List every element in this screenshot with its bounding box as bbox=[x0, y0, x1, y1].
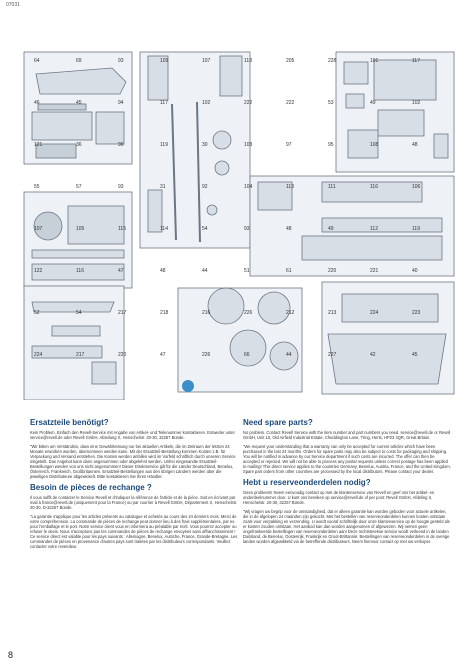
part-number-label: 66 bbox=[244, 352, 250, 358]
part-number-label: 93 bbox=[118, 58, 124, 64]
text-de-1: Kein Problem. Einfach den Revell-Service mit Angabe von Artikel- und Teilenummer kontaktieren. Entweder unter service@revell.de oder Revell GmbH, Abteilung X, Henschelstr. 20-30, 32257 Bünde. bbox=[30, 430, 235, 440]
part-number-label: 46 bbox=[34, 100, 40, 106]
part-number-label: 223 bbox=[412, 310, 421, 316]
part-number-label: 97 bbox=[286, 142, 292, 148]
part-number-label: 101 bbox=[370, 58, 379, 64]
part-number-label: 118 bbox=[244, 58, 252, 64]
part-number-label: 107 bbox=[34, 226, 43, 232]
sprue-parts-diagram bbox=[22, 50, 456, 400]
text-nl-1: Geen probleem! Neem eenvoudig contact op met de klantenservice van Revell en geef ons het artikel- en onderdeelnummer door. U kunt ons bereiken op service@revell.de of per post: Revell GmbH, Afdeling X, Henschelstr. 20-30, 32257 Bünde. bbox=[243, 490, 435, 505]
part-number-label: 121 bbox=[34, 142, 43, 148]
part-number-label: 47 bbox=[118, 268, 124, 274]
text-de-2: "Wir bitten um Verständnis, dass eine Gewährleistung nur bei aktuellen Artikeln, die im Zeitraum der letzten 24 Monate erworben wurden, übernommen werden kann. Mit der Ersatzteil-Bestellung kommen Kosten z.B. für Verpackung und Versand entstehen. Die Kosten werden anfallen wird im Vorfeld schriftlich durch unseren Service mitgeteilt. Das Angebot kann dann angenommen oder abgelehnt werden. Unfrei eingesandte Ersatzteil-Bestellungen werden von uns nicht angenommen! Dieser Direktservice gilt für die Länder Deutschland, Benelux, Österreich, Frankreich, Großbritannien. Ersatzteil-Bestellungen aus den übrigen Ländern werden über die jeweiligen Distributeure abgewickelt. Bitte kontaktieren Sie Ihren Händler. bbox=[30, 444, 236, 479]
part-number-label: 96 bbox=[118, 142, 124, 148]
part-number-label: 30 bbox=[202, 142, 208, 148]
part-number-label: 48 bbox=[160, 268, 166, 274]
part-number-label: 217 bbox=[118, 310, 127, 316]
document-code: 07031 bbox=[6, 2, 20, 8]
left-column bbox=[30, 418, 238, 553]
part-number-label: 95 bbox=[328, 142, 334, 148]
heading-fr: Besoin de pièces de rechange ? bbox=[30, 483, 152, 492]
part-number-label: 217 bbox=[76, 352, 85, 358]
part-number-label: 94 bbox=[118, 100, 124, 106]
part-number-label: 109 bbox=[160, 58, 169, 64]
part-number-label: 93 bbox=[118, 184, 124, 190]
part-number-label: 61 bbox=[286, 268, 292, 274]
part-number-label: 57 bbox=[76, 184, 82, 190]
part-number-label: 44 bbox=[202, 268, 208, 274]
text-en-1: No problem. Contact Revell Service with the item number and part numbers you need. service@revell.de or Revell GmbH, Unit 10, Old Airfield Industrial Estate, Cheddington Lane, Tring, Herts, HP23 4QR, Great Britain. bbox=[243, 430, 451, 440]
part-number-label: 31 bbox=[160, 184, 166, 190]
part-number-label: 49 bbox=[328, 226, 334, 232]
part-number-label: 117 bbox=[160, 100, 168, 106]
part-number-label: 54 bbox=[76, 310, 82, 316]
part-number-label: 228 bbox=[328, 58, 337, 64]
part-number-label: 111 bbox=[328, 184, 336, 190]
part-number-label: 69 bbox=[76, 58, 82, 64]
part-number-label: 52 bbox=[34, 310, 40, 316]
part-number-label: 122 bbox=[34, 268, 43, 274]
part-number-label: 116 bbox=[370, 184, 378, 190]
part-number-label: 114 bbox=[160, 226, 168, 232]
part-number-label: 44 bbox=[286, 352, 292, 358]
part-number-label: 221 bbox=[370, 268, 379, 274]
part-number-label: 45 bbox=[76, 100, 82, 106]
part-number-label: 51 bbox=[244, 268, 250, 274]
part-number-label: 119 bbox=[412, 226, 420, 232]
part-number-label: 222 bbox=[286, 100, 295, 106]
text-nl-2: "Wij vragen uw begrip voor de omstandigheid, dat er alleen garantie kan worden geboden voor actuele artikelen, die in de afgelopen 24 maanden zijn gekocht. Met het bestellen van reserveonderdelen kunnen kosten ontstaan zoals voor verpakking en verzending. U wordt vooraf schriftelijk door onze klantenservice op de hoogte gesteld als er kosten zouden ontstaan. Het aanbod kan dan worden aangenomen of afgewezen. Wij nemen geen ongefrankeerde bestellingen van reserveonderdelen aan! Deze rechtstreekse service wordt verleend in de landen Duitsland, de Benelux, Oostenrijk, Frankrijk en Groot-Brittannië. Bestellingen van reserveonderdelen in de overige landen worden afgewikkeld via de betreffende distributeurs. Neem hiervoor contact op met uw verkoper. bbox=[243, 509, 450, 544]
part-number-label: 42 bbox=[370, 352, 376, 358]
part-number-label: 226 bbox=[202, 352, 211, 358]
part-number-label: 108 bbox=[370, 142, 379, 148]
part-number-label: 119 bbox=[160, 142, 168, 148]
part-number-label: 213 bbox=[328, 310, 337, 316]
part-number-label: 64 bbox=[34, 58, 40, 64]
text-fr-1: Il vous suffit de contacter le Service Revell et d'indiquer la référence de l'article et de la pièce. Soit en écrivant par mail à france@revell.de (uniquement pour la France) ou par courrier à Revell GmbH, Département X, Henschelstr. 20-30, D-32257 Bünde. bbox=[30, 495, 238, 510]
revell-logo-icon bbox=[182, 380, 194, 392]
part-number-label: 218 bbox=[160, 310, 169, 316]
part-number-label: 103 bbox=[244, 142, 253, 148]
part-number-label: 220 bbox=[118, 352, 127, 358]
part-number-label: 227 bbox=[328, 352, 337, 358]
part-number-label: 226 bbox=[244, 310, 253, 316]
part-number-label: 54 bbox=[202, 226, 208, 232]
part-number-label: 205 bbox=[286, 58, 295, 64]
part-number-label: 106 bbox=[412, 184, 421, 190]
part-number-label: 45 bbox=[412, 352, 418, 358]
part-number-label: 48 bbox=[286, 226, 292, 232]
part-number-label: 53 bbox=[328, 100, 334, 106]
part-number-label: 224 bbox=[34, 352, 43, 358]
part-number-label: 47 bbox=[160, 352, 166, 358]
part-number-label: 55 bbox=[34, 184, 40, 190]
part-number-label: 222 bbox=[244, 100, 253, 106]
part-number-label: 212 bbox=[286, 310, 295, 316]
part-number-label: 224 bbox=[370, 310, 379, 316]
part-number-label: 107 bbox=[202, 58, 211, 64]
heading-en: Need spare parts? bbox=[243, 418, 313, 427]
part-number-label: 102 bbox=[412, 100, 421, 106]
part-number-label: 92 bbox=[202, 184, 208, 190]
part-number-label: 117 bbox=[412, 58, 420, 64]
part-number-label: 220 bbox=[328, 268, 337, 274]
part-number-label: 216 bbox=[202, 310, 211, 316]
right-column bbox=[243, 418, 451, 548]
text-en-2: "We request your understanding that a warranty can only be accepted for current articles which have been purchased in the last 24 months. Orders for spare parts may also be subject to costs for packaging and shipping. You will be notified in advance by our Service department if such costs are incurred. The offer can then be accepted or rejected. We will not be able to process any postal requests unless correct postage has been applied to mailing! This direct service applies to the countries Germany, Benelux, Austria, France, and the United Kingdom. Spare part orders from other countries are processed by the local distributors. Please contact your dealer. bbox=[243, 444, 451, 474]
heading-de: Ersatzteile benötigt? bbox=[30, 418, 109, 427]
part-number-label: 116 bbox=[76, 268, 84, 274]
part-number-label: 49 bbox=[370, 100, 376, 106]
part-number-label: 40 bbox=[412, 268, 418, 274]
part-number-label: 102 bbox=[202, 100, 211, 106]
part-number-label: 112 bbox=[370, 226, 378, 232]
part-number-label: 104 bbox=[244, 184, 253, 190]
text-fr-2: "La garantie s'applique pour les articles présents au catalogue et achetés au cours des 24 derniers mois. Merci de votre compréhension. La commande de pièces de rechange peut donner lieu à des frais supplémentaires, par ex. pour l'emballage et le port. Notre service client vous en informera au préalable par écrit. Vous pourrez accepter ou refuser le devis. Nous n'acceptons pas les commandes de pièces de rechange envoyées sans affranchissement ! Ce service direct est valable pour les pays suivants : Allemagne, Benelux, Autriche, France, Grande-Bretagne. Les commandes de pièces en provenance d'autres pays sont traitées par les distributeurs correspondants. Veuillez contacter votre revendeur. bbox=[30, 514, 238, 549]
part-number-label: 105 bbox=[76, 226, 85, 232]
part-number-label: 113 bbox=[286, 184, 294, 190]
part-number-label: 48 bbox=[412, 142, 418, 148]
part-number-label: 36 bbox=[76, 142, 82, 148]
heading-nl: Hebt u reserveonderdelen nodig? bbox=[243, 478, 371, 487]
part-number-label: 93 bbox=[244, 226, 250, 232]
part-number-label: 115 bbox=[118, 226, 126, 232]
page-number: 8 bbox=[8, 650, 14, 660]
